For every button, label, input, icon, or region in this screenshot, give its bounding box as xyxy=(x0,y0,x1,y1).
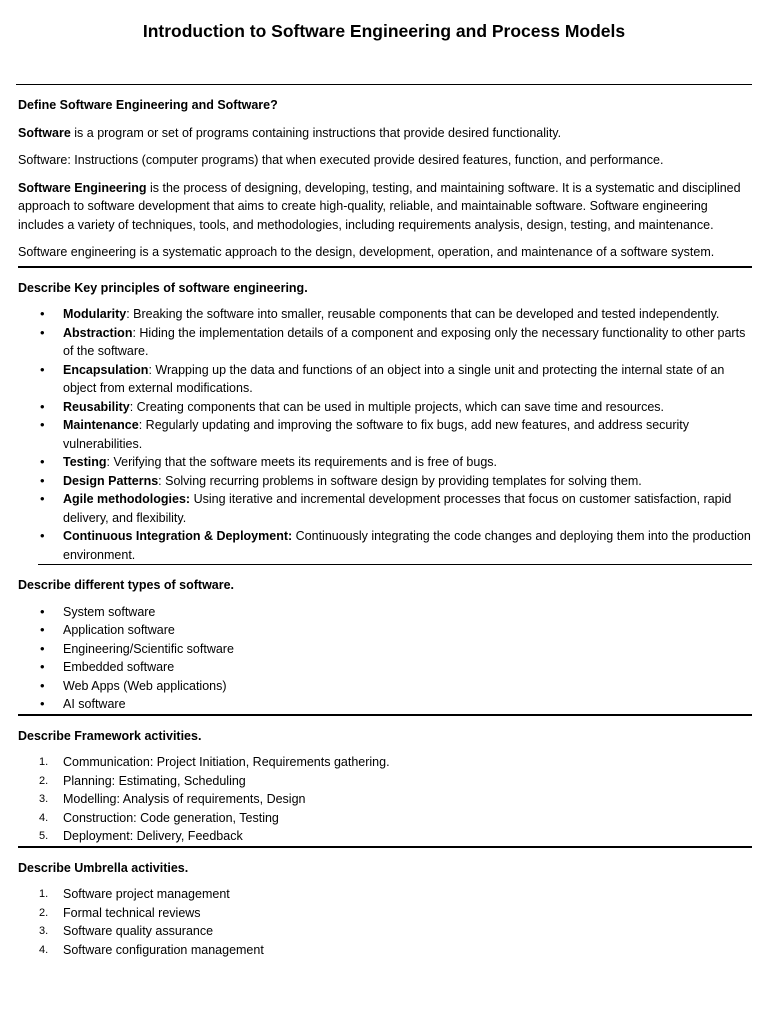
divider xyxy=(18,714,752,716)
section-umbrella-activities xyxy=(18,859,752,960)
item-text: Embedded software xyxy=(63,660,175,674)
section-heading: Describe Framework activities. xyxy=(18,728,202,743)
list-item xyxy=(18,398,752,417)
bullet-icon: • xyxy=(40,398,45,414)
list-number: 1. xyxy=(39,888,49,900)
section-software-types xyxy=(18,576,752,714)
item-text: : Regularly updating and improving the software to fix bugs, add new features, and address security vulnerabilities. xyxy=(63,418,690,451)
bullet-icon: • xyxy=(40,417,45,432)
list-item xyxy=(18,490,752,527)
list-item xyxy=(18,809,752,828)
paragraph: Software: Instructions (computer programs) that when executed provide desired features, function, and performance. xyxy=(18,153,664,167)
item-text: Planning: Estimating, Scheduling xyxy=(63,773,246,788)
item-text: Web Apps (Web applications) xyxy=(63,678,227,693)
paragraph-text: is the process of designing, developing, testing, and maintaining software. It is a systematic and disciplined approach to software development that aims to create high-quality, reliable, and maintainable software. Software engineering includes a variety of techniques, tools, and methodologies, including requirements analysis, design, testing, and maintenance. xyxy=(18,180,741,232)
section-heading: Describe Key principles of software engineering. xyxy=(18,280,308,295)
list-number: 5. xyxy=(39,830,49,842)
section-definition xyxy=(18,96,752,266)
list-item xyxy=(18,790,752,809)
page-title: Introduction to Software Engineering and Process Models xyxy=(142,21,626,41)
item-text: Engineering/Scientific software xyxy=(63,641,234,656)
section-heading: Describe different types of software. xyxy=(18,578,235,592)
bullet-icon: • xyxy=(40,640,45,656)
section-key-principles xyxy=(18,279,752,565)
item-text: : Creating components that can be used in multiple projects, which can save time and resources. xyxy=(129,399,664,414)
section-heading: Describe Umbrella activities. xyxy=(18,860,189,875)
list-item xyxy=(18,640,752,659)
list-item xyxy=(18,603,752,622)
item-text: : Wrapping up the data and functions of an object into a single unit and protecting the internal state of an object from external modifications. xyxy=(63,362,725,395)
bullet-icon: • xyxy=(40,324,45,340)
item-text: : Verifying that the software meets its requirements and is free of bugs. xyxy=(106,455,498,469)
list-number: 3. xyxy=(39,793,49,805)
bullet-icon: • xyxy=(40,677,45,693)
term: Abstraction xyxy=(63,325,133,340)
list-item xyxy=(18,753,752,772)
term: Testing xyxy=(63,455,107,469)
item-text: Formal technical reviews xyxy=(63,905,201,920)
bullet-list xyxy=(18,603,752,714)
item-text: System software xyxy=(63,604,156,619)
divider xyxy=(38,564,752,565)
list-number: 2. xyxy=(39,906,49,919)
list-item xyxy=(18,772,752,791)
list-item xyxy=(18,453,752,472)
paragraph xyxy=(18,179,752,235)
list-number: 4. xyxy=(39,811,49,824)
list-item xyxy=(18,416,752,453)
term: Software Engineering xyxy=(18,180,147,195)
item-text: Software configuration management xyxy=(63,942,264,957)
item-text: Construction: Code generation, Testing xyxy=(63,810,279,825)
list-item xyxy=(18,904,752,923)
term: Software xyxy=(18,125,71,140)
list-item xyxy=(18,305,752,324)
item-text: : Hiding the implementation details of a component and exposing only the necessary functionality to other parts of the software. xyxy=(63,325,746,358)
item-text: Using iterative and incremental development processes that focus on customer satisfaction, rapid delivery, and flexibility. xyxy=(63,492,732,525)
list-item xyxy=(18,677,752,696)
list-number: 1. xyxy=(39,756,49,768)
bullet-icon: • xyxy=(40,454,45,469)
item-text: Software project management xyxy=(63,887,230,901)
item-text: Application software xyxy=(63,623,175,637)
paragraph xyxy=(18,124,752,143)
list-item xyxy=(18,922,752,941)
item-text: : Breaking the software into smaller, reusable components that can be developed and tested independently. xyxy=(126,307,720,321)
list-item xyxy=(18,527,752,564)
bullet-icon: • xyxy=(40,603,45,619)
numbered-list xyxy=(18,753,752,846)
term: Reusability xyxy=(63,399,130,414)
bullet-list xyxy=(18,305,752,564)
list-item xyxy=(18,324,752,361)
item-text: Deployment: Delivery, Feedback xyxy=(63,829,243,843)
item-text: Communication: Project Initiation, Requirements gathering. xyxy=(63,755,390,769)
list-item xyxy=(18,621,752,640)
paragraph: Software engineering is a systematic approach to the design, development, operation, and maintenance of a software system. xyxy=(18,245,715,259)
term: Design Patterns xyxy=(63,473,159,488)
term: Maintenance xyxy=(63,418,139,432)
item-text: Software quality assurance xyxy=(63,924,214,938)
list-item xyxy=(18,941,752,960)
list-item xyxy=(18,695,752,714)
list-item xyxy=(18,361,752,398)
divider xyxy=(18,266,752,268)
list-item xyxy=(18,658,752,677)
list-number: 4. xyxy=(39,943,49,956)
divider xyxy=(18,846,752,848)
item-text: : Solving recurring problems in software design by providing templates for solving them. xyxy=(158,473,642,488)
bullet-icon: • xyxy=(40,659,45,674)
term: Continuous Integration & Deployment: xyxy=(63,529,293,543)
term: Modularity xyxy=(63,307,127,321)
item-text: Continuously integrating the code changes and deploying them into the production environment. xyxy=(63,529,751,562)
numbered-list xyxy=(18,885,752,959)
term: Encapsulation xyxy=(63,362,149,377)
item-text: AI software xyxy=(63,697,126,711)
bullet-icon: • xyxy=(40,361,45,377)
list-item xyxy=(18,827,752,846)
bullet-icon: • xyxy=(40,306,45,321)
bullet-icon: • xyxy=(40,491,45,506)
item-text: Modelling: Analysis of requirements, Design xyxy=(63,792,306,806)
paragraph-text: is a program or set of programs containing instructions that provide desired functionality. xyxy=(70,125,562,140)
bullet-icon: • xyxy=(40,696,45,711)
list-number: 2. xyxy=(39,774,49,787)
list-number: 3. xyxy=(39,925,49,937)
section-framework-activities xyxy=(18,727,752,846)
list-item xyxy=(18,885,752,904)
divider xyxy=(16,84,752,85)
bullet-icon: • xyxy=(40,528,45,543)
bullet-icon: • xyxy=(40,622,45,637)
bullet-icon: • xyxy=(40,472,45,488)
term: Agile methodologies: xyxy=(63,492,191,506)
document-body xyxy=(18,84,752,959)
section-heading: Define Software Engineering and Software? xyxy=(18,98,278,112)
list-item xyxy=(18,472,752,491)
